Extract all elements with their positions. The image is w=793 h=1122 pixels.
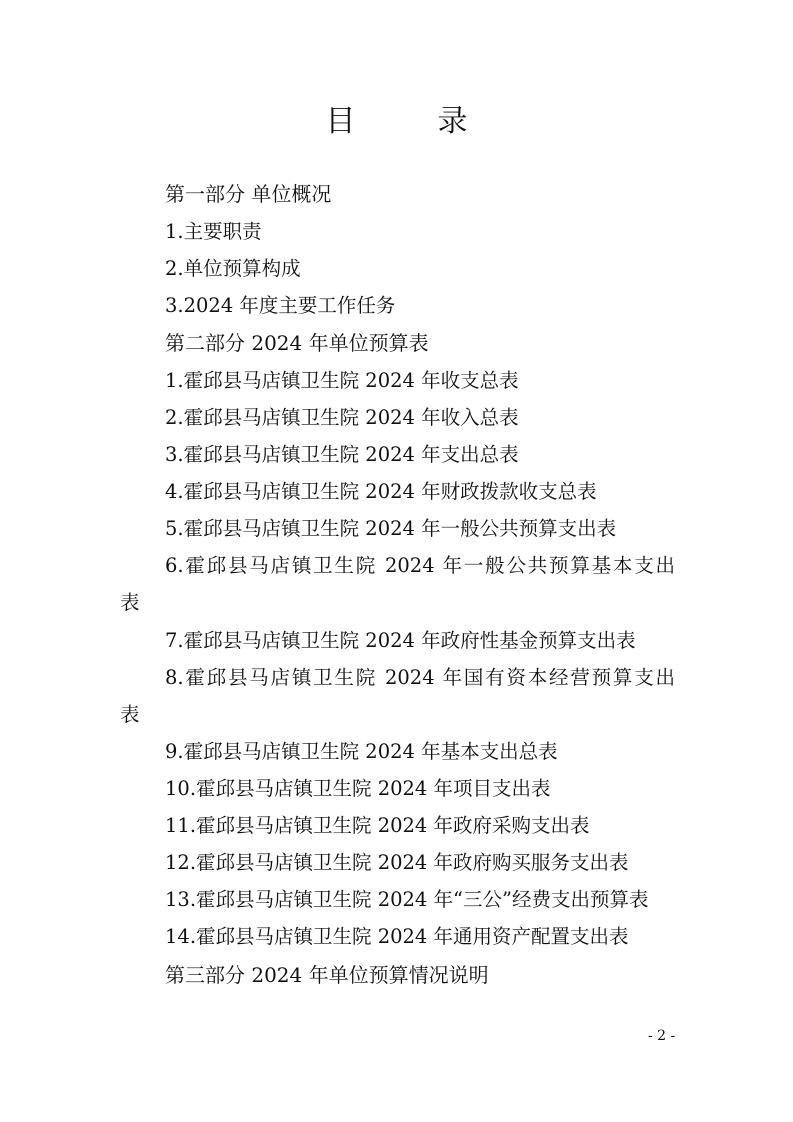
part2-heading-suffix: 年单位预算表	[302, 331, 429, 355]
page-title: 目 录	[325, 104, 494, 139]
toc-item: 3.霍邱县马店镇卫生院 2024 年支出总表	[165, 443, 519, 466]
toc-item: 2.单位预算构成	[165, 257, 301, 280]
toc-item: 2.霍邱县马店镇卫生院 2024 年收入总表	[165, 406, 519, 429]
part3-heading-year: 2024	[251, 963, 303, 987]
part3-heading-prefix: 第三部分	[165, 963, 252, 987]
toc-item: 4.霍邱县马店镇卫生院 2024 年财政拨款收支总表	[165, 480, 597, 503]
toc-item: 12.霍邱县马店镇卫生院 2024 年政府购买服务支出表	[165, 851, 629, 874]
part1-heading: 第一部分 单位概况	[165, 182, 332, 206]
toc-item: 13.霍邱县马店镇卫生院 2024 年“三公”经费支出预算表	[165, 888, 649, 911]
part2-heading-prefix: 第二部分	[165, 331, 252, 355]
toc-item: 6.霍邱县马店镇卫生院 2024 年一般公共预算基本支出	[165, 554, 675, 577]
toc-item: 5.霍邱县马店镇卫生院 2024 年一般公共预算支出表	[165, 517, 617, 540]
part2-heading	[165, 330, 429, 356]
part3-heading-suffix: 年单位预算情况说明	[302, 963, 489, 987]
toc-item-continuation: 表	[120, 591, 140, 614]
toc-item: 1.主要职责	[165, 220, 262, 243]
toc-item: 8.霍邱县马店镇卫生院 2024 年国有资本经营预算支出	[165, 666, 675, 689]
toc-item: 10.霍邱县马店镇卫生院 2024 年项目支出表	[165, 777, 551, 800]
toc-item-continuation: 表	[120, 703, 140, 726]
toc-item: 14.霍邱县马店镇卫生院 2024 年通用资产配置支出表	[165, 925, 629, 948]
toc-item: 3.2024 年度主要工作任务	[165, 294, 396, 317]
toc-item: 11.霍邱县马店镇卫生院 2024 年政府采购支出表	[165, 814, 590, 837]
page-number: - 2 -	[648, 1028, 676, 1044]
toc-item: 1.霍邱县马店镇卫生院 2024 年收支总表	[165, 369, 519, 392]
toc-item: 7.霍邱县马店镇卫生院 2024 年政府性基金预算支出表	[165, 629, 636, 652]
toc-item: 9.霍邱县马店镇卫生院 2024 年基本支出总表	[165, 740, 558, 763]
part3-heading	[165, 962, 489, 988]
part2-heading-year: 2024	[251, 331, 303, 355]
